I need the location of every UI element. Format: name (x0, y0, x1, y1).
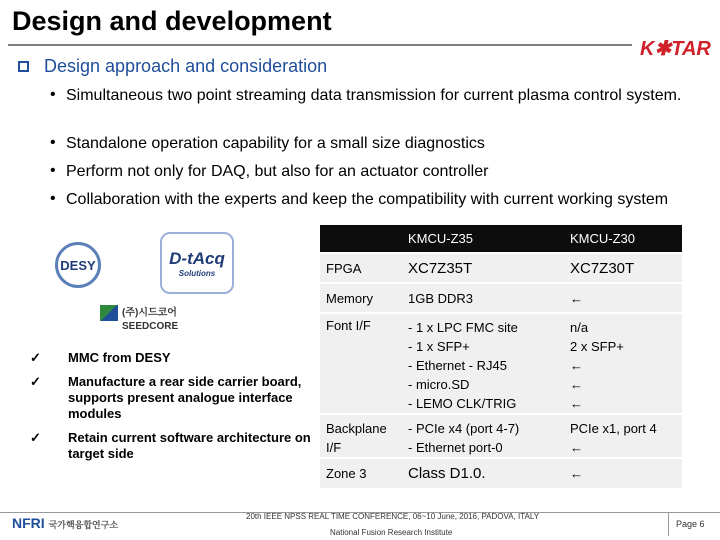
table-cell: n/a 2 x SFP+ ← ← ← (564, 313, 682, 414)
table-cell: Memory (320, 283, 402, 313)
bullet-item: Standalone operation capability for a small size diagnostics (66, 135, 485, 152)
table-cell: Backplane I/F (320, 414, 402, 458)
dtacq-logo-subtext: Solutions (178, 268, 216, 278)
table-header-row (320, 225, 682, 253)
bullet-item: Collaboration with the experts and keep the compatibility with current working system (66, 191, 669, 208)
nfri-logo-text: NFRI (12, 515, 45, 531)
table-cell: FPGA (320, 253, 402, 283)
checkmark-icon: ✓ (30, 350, 41, 365)
table-cell: - PCIe x4 (port 4-7) - Ethernet port-0 (402, 414, 564, 458)
page-title: Design and development (12, 6, 332, 36)
checkbox-bullet-icon (18, 61, 29, 72)
table-cell: XC7Z30T (564, 253, 682, 283)
page-number: Page 6 (676, 519, 705, 529)
dtacq-logo-text: D-tAcq (169, 248, 225, 268)
bullet-dot-icon: • (50, 134, 56, 151)
bullet-dot-icon: • (50, 86, 56, 103)
conference-footer: 20th IEEE NPSS REAL TIME CONFERENCE, 06~10 June, 2016, PADOVA, ITALY (246, 512, 540, 521)
desy-logo: DESY (55, 242, 101, 288)
table-row (320, 414, 682, 458)
dtacq-logo (160, 232, 234, 294)
table-cell: Class D1.0. (402, 458, 564, 488)
table-cell: Zone 3 (320, 458, 402, 488)
bullet-dot-icon: • (50, 162, 56, 179)
bullet-item: Perform not only for DAQ, but also for an actuator controller (66, 163, 489, 180)
checkmark-icon: ✓ (30, 430, 41, 445)
nfri-logo-kr: 국가핵융합연구소 (48, 520, 119, 530)
star-icon: ✱ (654, 38, 672, 60)
table-header-cell: KMCU-Z30 (564, 225, 682, 253)
bullet-item: Simultaneous two point streaming data transmission for current plasma control system. (66, 87, 682, 104)
table-row (320, 253, 682, 283)
table-header-cell (320, 225, 402, 253)
nfri-logo (12, 515, 118, 531)
bullet-dot-icon: • (50, 190, 56, 207)
institute-footer: National Fusion Research Institute (330, 528, 453, 537)
kstar-logo (640, 36, 711, 61)
table-cell: - 1 x LPC FMC site - 1 x SFP+ - Ethernet - RJ45 - micro.SD - LEMO CLK/TRIG (402, 313, 564, 414)
spec-table (320, 225, 682, 488)
table-cell: XC7Z35T (402, 253, 564, 283)
seedcore-kr: (주)시드코어 (122, 307, 177, 319)
check-item: Retain current software architecture on target side (68, 430, 311, 461)
footer-separator (668, 512, 669, 536)
title-divider (8, 44, 632, 46)
logo-tar: TAR (671, 38, 711, 60)
seedcore-en: SEEDCORE (122, 321, 179, 332)
table-row (320, 283, 682, 313)
seedcore-logo (100, 305, 178, 332)
checkmark-icon: ✓ (30, 374, 41, 389)
table-cell: ← (564, 458, 682, 488)
table-cell: PCIe x1, port 4 ← (564, 414, 682, 458)
table-row (320, 313, 682, 414)
check-item: MMC from DESY (68, 350, 171, 365)
table-cell: 1GB DDR3 (402, 283, 564, 313)
table-cell: ← (564, 283, 682, 313)
table-header-cell: KMCU-Z35 (402, 225, 564, 253)
seedcore-mark-icon (100, 305, 118, 321)
check-item: Manufacture a rear side carrier board, supports present analogue interface modules (68, 374, 302, 421)
table-row (320, 458, 682, 488)
section-heading: Design approach and consideration (44, 56, 328, 76)
table-cell: Font I/F (320, 313, 402, 414)
logo-k: K (640, 38, 655, 60)
